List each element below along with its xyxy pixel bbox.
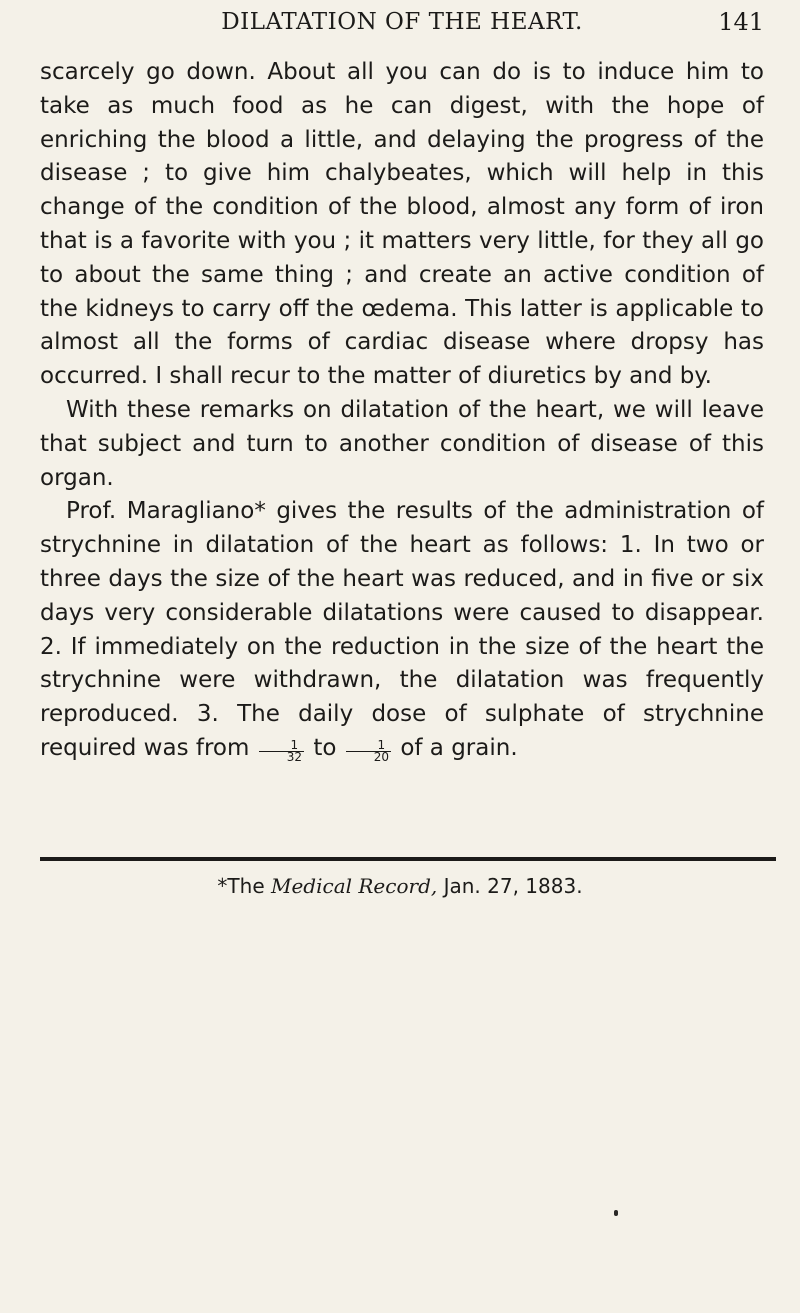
connector-word: to — [313, 734, 337, 761]
footnote-journal: Medical Record, — [270, 874, 438, 898]
fraction-numerator: 1 — [259, 740, 304, 752]
paragraph — [40, 495, 764, 765]
paragraph: With these remarks on dilatation of the heart, we will leave that subject and turn to another condition of disease of this organ. — [40, 396, 764, 491]
footnote-prefix: The — [227, 874, 265, 898]
ink-speck — [614, 1210, 618, 1216]
footnote-marker: * — [217, 874, 228, 898]
footnote-date: Jan. 27, 1883. — [443, 874, 583, 898]
running-title: DILATATION OF THE HEART. — [221, 9, 583, 35]
fraction-numerator: 1 — [346, 740, 391, 752]
fraction-denominator: 32 — [286, 749, 302, 764]
running-head — [40, 4, 764, 40]
page-number: 141 — [718, 8, 764, 36]
paragraph-text: Prof. Maragliano* gives the results of the administration of strychnine in dilatation of the heart as follows: 1. In two or three days the size of the heart was reduced, and in five or six days very considerable dilatations were caused to disappear. 2. If immediately on the reduction in the size of the heart the strychnine were withdrawn, the dilatation was frequently reproduced. 3. The daily dose of sulphate of strychnine required was from — [40, 498, 764, 761]
body-text — [40, 56, 764, 766]
footnote — [0, 872, 800, 900]
fraction-dose-low — [259, 737, 304, 764]
footnote-rule — [40, 857, 776, 861]
fraction-denominator: 20 — [373, 749, 389, 764]
paragraph-end: of a grain. — [400, 734, 518, 761]
paragraph: scarcely go down. About all you can do is to induce him to take as much food as he can digest, with the hope of enriching the blood a little, and delaying the progress of the disease ; to give him chalybeates, which will help in this change of the condition of the blood, almost any form of iron that is a favorite with you ; it matters very little, for they all go to about the same thing ; and create an active condition of the kidneys to carry off the œdema. This latter is applicable to almost all the forms of cardiac disease where dropsy has occurred. I shall recur to the matter of diuretics by and by. — [40, 59, 764, 390]
fraction-dose-high — [346, 737, 391, 764]
